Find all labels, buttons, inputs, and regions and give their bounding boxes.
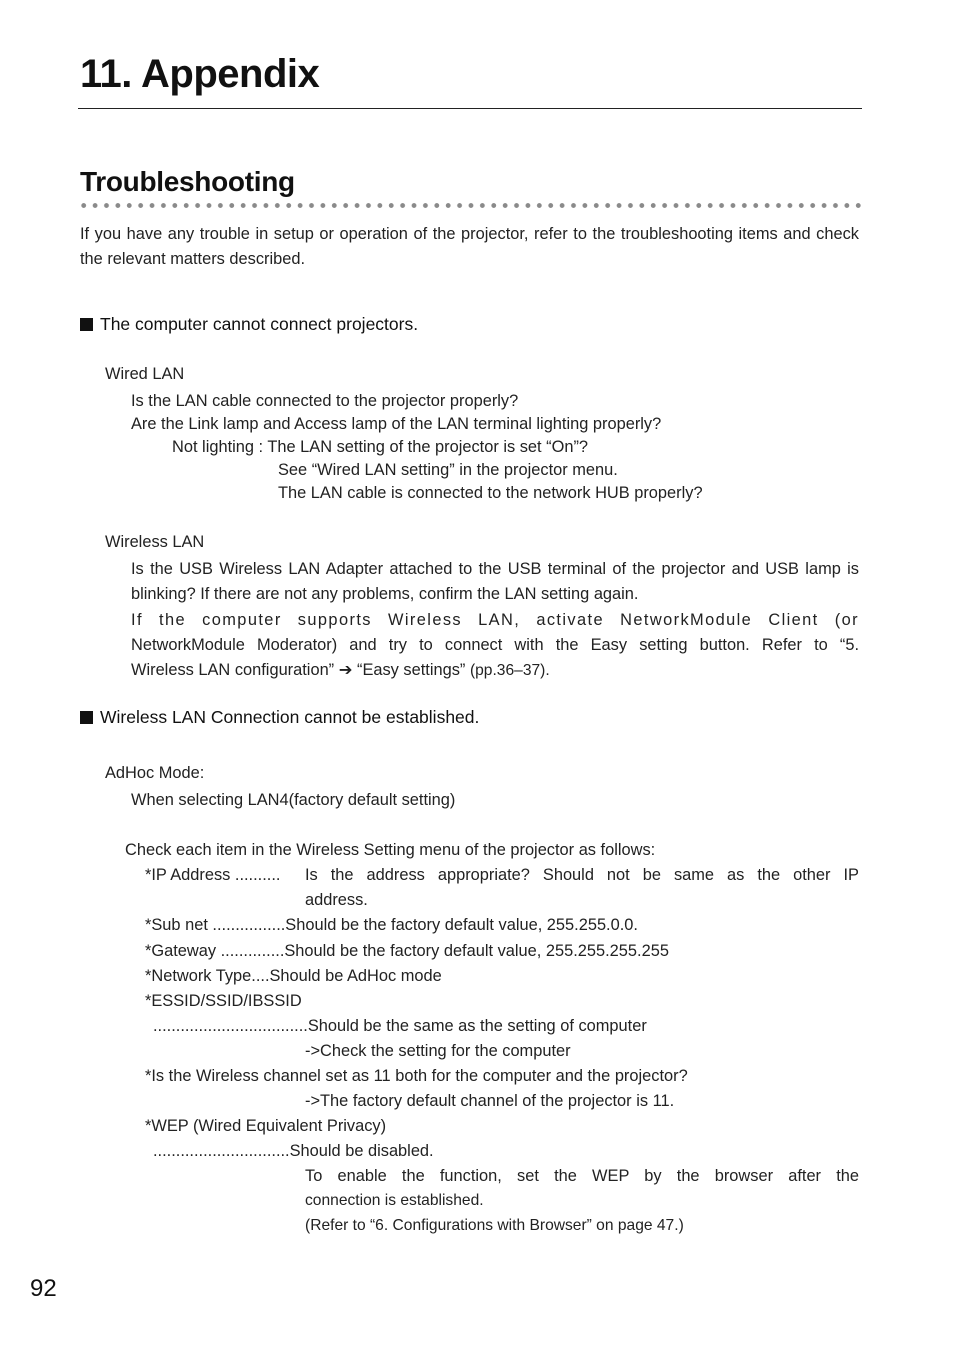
essid-note: ->Check the setting for the computer bbox=[305, 1042, 571, 1060]
wired-line-2: Are the Link lamp and Access lamp of the LAN terminal lighting properly? bbox=[131, 415, 662, 433]
gateway-item: *Gateway ..............Should be the factory default value, 255.255.255.255 bbox=[145, 942, 669, 960]
wireless-paragraph-2-line-3 bbox=[131, 658, 550, 684]
wep-note-line-1: To enable the function, set the WEP by the browser after the bbox=[305, 1167, 859, 1185]
section-title: Troubleshooting bbox=[80, 166, 295, 197]
chapter-rule bbox=[78, 108, 862, 109]
network-type-item: *Network Type....Should be AdHoc mode bbox=[145, 967, 442, 985]
heading-cannot-connect-text: The computer cannot connect projectors. bbox=[100, 314, 419, 334]
page-number: 92 bbox=[30, 1275, 57, 1302]
wireless-paragraph-2-line-1: If the computer supports Wireless LAN, activate NetworkModule Client (or bbox=[131, 611, 859, 629]
chapter-title: 11. Appendix bbox=[80, 52, 320, 96]
wep-note-line-2: connection is established. bbox=[305, 1192, 484, 1209]
dotted-divider bbox=[78, 202, 866, 209]
adhoc-check: Check each item in the Wireless Setting menu of the projector as follows: bbox=[125, 841, 656, 859]
wireless-lan-label: Wireless LAN bbox=[105, 533, 205, 551]
heading-wireless-connection-text: Wireless LAN Connection cannot be established. bbox=[100, 707, 480, 727]
ip-address-label: *IP Address .......... bbox=[145, 866, 281, 884]
wired-line-5: The LAN cable is connected to the network HUB properly? bbox=[278, 484, 703, 502]
wireless-config-ref: Wireless LAN configuration” ➔ “Easy settings” bbox=[131, 661, 470, 679]
wired-line-3: Not lighting : The LAN setting of the projector is set “On”? bbox=[172, 438, 589, 456]
wired-lan-label: Wired LAN bbox=[105, 365, 185, 383]
ip-address-value-line-1: Is the address appropriate? Should not be same as the other IP bbox=[305, 866, 859, 884]
wep-value: ..............................Should be disabled. bbox=[153, 1142, 434, 1160]
adhoc-mode-label: AdHoc Mode: bbox=[105, 764, 205, 782]
ip-address-value-line-2: address. bbox=[305, 891, 368, 909]
wireless-paragraph-2-line-2: NetworkModule Moderator) and try to connect with the Easy setting button. Refer to “5. bbox=[131, 636, 859, 654]
page-ref: (pp.36–37). bbox=[469, 662, 550, 679]
essid-item: *ESSID/SSID/IBSSID bbox=[145, 992, 302, 1010]
channel-note: ->The factory default channel of the projector is 11. bbox=[305, 1092, 675, 1110]
intro-paragraph: If you have any trouble in setup or operation of the projector, refer to the troubleshooting items and check the relevant matters described. bbox=[80, 225, 859, 268]
wired-line-4: See “Wired LAN setting” in the projector menu. bbox=[278, 461, 618, 479]
wep-note-line-3: (Refer to “6. Configurations with Browser” on page 47.) bbox=[305, 1217, 684, 1234]
wired-line-1: Is the LAN cable connected to the projector properly? bbox=[131, 392, 519, 410]
wireless-paragraph-1: Is the USB Wireless LAN Adapter attached to the USB terminal of the projector and USB lamp is blinking? If there are not any problems, confirm the LAN setting again. bbox=[131, 560, 859, 603]
square-bullet-icon bbox=[80, 711, 93, 724]
wep-item: *WEP (Wired Equivalent Privacy) bbox=[145, 1117, 387, 1135]
square-bullet-icon bbox=[80, 318, 93, 331]
heading-wireless-connection bbox=[80, 707, 479, 728]
subnet-item: *Sub net ................Should be the factory default value, 255.255.0.0. bbox=[145, 916, 638, 934]
channel-item: *Is the Wireless channel set as 11 both for the computer and the projector? bbox=[145, 1067, 688, 1085]
adhoc-when: When selecting LAN4(factory default setting) bbox=[131, 791, 456, 809]
essid-value: ..................................Should be the same as the setting of computer bbox=[153, 1017, 647, 1035]
heading-cannot-connect bbox=[80, 314, 418, 335]
